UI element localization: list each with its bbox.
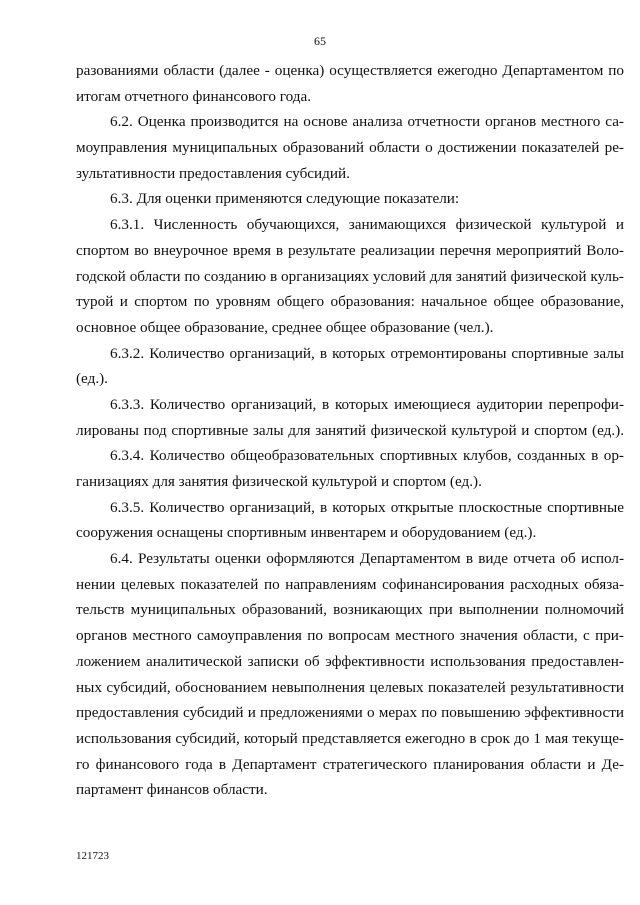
text-line: основное общее образование, среднее общее образование (чел.). — [76, 318, 494, 336]
text-line: 6.3. Для оценки применяются следующие показатели: — [110, 190, 460, 208]
text-line: партамент финансов области. — [76, 781, 268, 799]
text-line: зультативности предоставления субсидий. — [76, 164, 350, 182]
text-line: органов местного самоуправления по вопросам местного значения области, с при- — [76, 627, 624, 645]
text-line: разованиями области (далее - оценка) осуществляется ежегодно Департаментом по — [76, 62, 624, 79]
text-line: го финансового года в Департамент стратегического планирования области и Де- — [76, 755, 624, 773]
text-line: 6.3.4. Количество общеобразовательных спортивных клубов, созданных в ор- — [110, 447, 624, 465]
text-line: ных субсидий, обоснованием невыполнения целевых показателей результативности — [76, 678, 624, 696]
text-line: 6.3.1. Численность обучающихся, занимающихся физической культурой и — [110, 216, 624, 234]
text-line: тельств муниципальных образований, возникающих при выполнении полномочий — [76, 601, 624, 619]
text-line: использования субсидий, который представляется ежегодно в срок до 1 мая текуще- — [76, 729, 624, 747]
text-line: годской области по созданию в организациях условий для занятий физической куль- — [76, 267, 624, 285]
document-code: 121723 — [76, 850, 109, 862]
document-body — [76, 58, 624, 803]
text-line: сооружения оснащены спортивным инвентарем и оборудованием (ед.). — [76, 524, 537, 542]
text-line: ложением аналитической записки об эффективности использования предоставлен- — [76, 652, 624, 670]
text-line: спортом во внеурочное время в результате реализации перечня мероприятий Воло- — [76, 241, 624, 259]
text-line: турой и спортом по уровням общего образования: начальное общее образование, — [76, 293, 624, 311]
text-line: итогам отчетного финансового года. — [76, 87, 312, 105]
text-line: 6.3.3. Количество организаций, в которых имеющиеся аудитории перепрофи- — [110, 395, 624, 413]
text-line: предоставления субсидий и предложениями о мерах по повышению эффективности — [76, 704, 624, 722]
text-line: ганизациях для занятия физической культурой и спортом (ед.). — [76, 473, 482, 490]
text-line: нении целевых показателей по направлениям софинансирования расходных обяза- — [76, 575, 624, 593]
text-line: 6.3.2. Количество организаций, в которых отремонтированы спортивные залы — [110, 344, 624, 362]
text-line: 6.3.5. Количество организаций, в которых открытые плоскостные спортивные — [110, 498, 624, 516]
text-line: 6.4. Результаты оценки оформляются Департаментом в виде отчета об испол- — [110, 550, 624, 568]
text-line: моуправления муниципальных образований области о достижении показателей ре- — [76, 139, 624, 157]
text-line: лированы под спортивные залы для занятий физической культурой и спортом (ед.). — [76, 421, 624, 439]
page-number: 65 — [314, 34, 326, 48]
text-line: 6.2. Оценка производится на основе анализа отчетности органов местного са- — [110, 113, 624, 131]
text-line: (ед.). — [76, 370, 108, 388]
